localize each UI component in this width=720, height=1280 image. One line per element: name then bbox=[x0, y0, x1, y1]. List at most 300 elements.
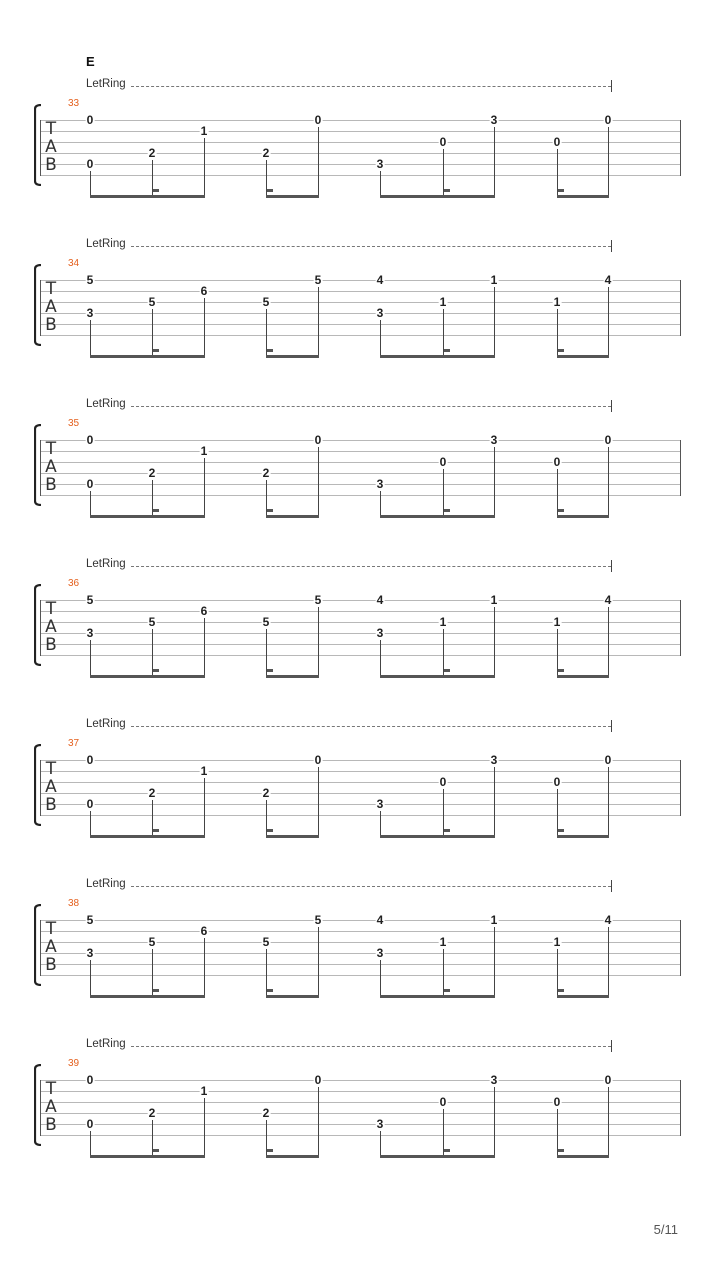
fret-number: 1 bbox=[553, 615, 561, 629]
tab-clef bbox=[44, 760, 58, 816]
let-ring-line bbox=[131, 406, 611, 407]
note-stem bbox=[608, 767, 609, 836]
rhythm-dot-mark bbox=[444, 189, 450, 192]
note-stem bbox=[380, 171, 381, 196]
fret-number: 5 bbox=[262, 935, 270, 949]
fret-number: 2 bbox=[148, 146, 156, 160]
measure-number: 36 bbox=[68, 578, 80, 589]
note-beam bbox=[380, 835, 495, 838]
staff-string-line bbox=[40, 324, 681, 325]
let-ring-end-tick bbox=[611, 1040, 612, 1052]
fret-number: 0 bbox=[439, 775, 447, 789]
barline-start bbox=[40, 1080, 41, 1136]
note-stem bbox=[204, 778, 205, 836]
staff-string-line bbox=[40, 771, 681, 772]
staff-string-line bbox=[40, 611, 681, 612]
note-beam bbox=[557, 1155, 609, 1158]
tab-clef-letter: B bbox=[45, 635, 57, 655]
let-ring-end-tick bbox=[611, 880, 612, 892]
note-stem bbox=[608, 1087, 609, 1156]
barline-start bbox=[40, 920, 41, 976]
staff-string-line bbox=[40, 1080, 681, 1081]
fret-number: 5 bbox=[262, 295, 270, 309]
tab-staff bbox=[40, 760, 681, 816]
note-stem bbox=[494, 927, 495, 996]
staff-string-line bbox=[40, 1091, 681, 1092]
fret-number: 1 bbox=[490, 913, 498, 927]
let-ring-end-tick bbox=[611, 240, 612, 252]
fret-number: 5 bbox=[314, 593, 322, 607]
let-ring-label: LetRing bbox=[86, 718, 126, 730]
note-beam bbox=[266, 355, 319, 358]
fret-number: 3 bbox=[376, 157, 384, 171]
barline-end bbox=[680, 600, 681, 656]
let-ring-end-tick bbox=[611, 560, 612, 572]
note-beam bbox=[557, 995, 609, 998]
fret-number: 0 bbox=[553, 1095, 561, 1109]
note-beam bbox=[266, 1155, 319, 1158]
note-stem bbox=[608, 287, 609, 356]
section-label: E bbox=[86, 54, 95, 69]
rhythm-dot-mark bbox=[444, 829, 450, 832]
measure-number: 33 bbox=[68, 98, 80, 109]
fret-number: 0 bbox=[86, 1073, 94, 1087]
tab-system bbox=[0, 398, 720, 558]
tab-system bbox=[0, 558, 720, 718]
fret-number: 3 bbox=[86, 306, 94, 320]
staff-string-line bbox=[40, 793, 681, 794]
fret-number: 3 bbox=[376, 477, 384, 491]
tab-clef bbox=[44, 600, 58, 656]
fret-number: 3 bbox=[86, 626, 94, 640]
fret-number: 3 bbox=[490, 753, 498, 767]
note-stem bbox=[204, 458, 205, 516]
note-stem bbox=[608, 447, 609, 516]
measure-number: 38 bbox=[68, 898, 80, 909]
let-ring-line bbox=[131, 726, 611, 727]
tab-clef-letter: B bbox=[45, 475, 57, 495]
staff-string-line bbox=[40, 131, 681, 132]
let-ring-line bbox=[131, 886, 611, 887]
tab-clef-letter: A bbox=[45, 777, 57, 797]
tab-clef-letter: B bbox=[45, 1115, 57, 1135]
rhythm-dot-mark bbox=[267, 509, 273, 512]
tab-clef-letter: T bbox=[45, 119, 57, 139]
let-ring-end-tick bbox=[611, 80, 612, 92]
fret-number: 0 bbox=[314, 753, 322, 767]
let-ring-line bbox=[131, 246, 611, 247]
fret-number: 1 bbox=[553, 935, 561, 949]
fret-number: 0 bbox=[86, 1117, 94, 1131]
note-stem bbox=[608, 607, 609, 676]
note-beam bbox=[380, 1155, 495, 1158]
staff-string-line bbox=[40, 964, 681, 965]
tab-clef-letter: B bbox=[45, 155, 57, 175]
staff-string-line bbox=[40, 291, 681, 292]
fret-number: 1 bbox=[200, 124, 208, 138]
tab-clef-letter: T bbox=[45, 919, 57, 939]
barline-start bbox=[40, 440, 41, 496]
note-stem bbox=[204, 938, 205, 996]
tab-system bbox=[0, 238, 720, 398]
staff-string-line bbox=[40, 142, 681, 143]
note-beam bbox=[266, 515, 319, 518]
tab-system bbox=[0, 878, 720, 1038]
fret-number: 4 bbox=[604, 913, 612, 927]
rhythm-dot-mark bbox=[558, 189, 564, 192]
staff-string-line bbox=[40, 644, 681, 645]
fret-number: 6 bbox=[200, 284, 208, 298]
note-stem bbox=[318, 767, 319, 836]
fret-number: 0 bbox=[86, 157, 94, 171]
fret-number: 4 bbox=[376, 913, 384, 927]
rhythm-dot-mark bbox=[558, 509, 564, 512]
fret-number: 0 bbox=[314, 433, 322, 447]
fret-number: 2 bbox=[262, 466, 270, 480]
staff-string-line bbox=[40, 1135, 681, 1136]
fret-number: 0 bbox=[604, 1073, 612, 1087]
tab-staff bbox=[40, 280, 681, 336]
fret-number: 0 bbox=[553, 135, 561, 149]
fret-number: 3 bbox=[490, 433, 498, 447]
note-stem bbox=[608, 127, 609, 196]
note-stem bbox=[494, 287, 495, 356]
rhythm-dot-mark bbox=[267, 1149, 273, 1152]
fret-number: 2 bbox=[262, 1106, 270, 1120]
staff-string-line bbox=[40, 153, 681, 154]
staff-string-line bbox=[40, 760, 681, 761]
note-stem bbox=[90, 960, 91, 996]
fret-number: 3 bbox=[376, 306, 384, 320]
note-beam bbox=[266, 195, 319, 198]
note-stem bbox=[380, 811, 381, 836]
rhythm-dot-mark bbox=[153, 989, 159, 992]
fret-number: 1 bbox=[439, 935, 447, 949]
note-stem bbox=[90, 811, 91, 836]
staff-string-line bbox=[40, 1124, 681, 1125]
rhythm-dot-mark bbox=[153, 189, 159, 192]
measure-number: 39 bbox=[68, 1058, 80, 1069]
barline-end bbox=[680, 760, 681, 816]
staff-string-line bbox=[40, 782, 681, 783]
staff-string-line bbox=[40, 495, 681, 496]
tab-staff bbox=[40, 920, 681, 976]
fret-number: 5 bbox=[86, 913, 94, 927]
note-beam bbox=[380, 515, 495, 518]
fret-number: 2 bbox=[148, 786, 156, 800]
fret-number: 4 bbox=[604, 593, 612, 607]
staff-string-line bbox=[40, 440, 681, 441]
fret-number: 5 bbox=[86, 273, 94, 287]
fret-number: 0 bbox=[553, 455, 561, 469]
tab-staff bbox=[40, 120, 681, 176]
fret-number: 5 bbox=[148, 615, 156, 629]
fret-number: 3 bbox=[490, 113, 498, 127]
let-ring-label: LetRing bbox=[86, 1038, 126, 1050]
rhythm-dot-mark bbox=[558, 1149, 564, 1152]
note-stem bbox=[318, 607, 319, 676]
staff-string-line bbox=[40, 164, 681, 165]
rhythm-dot-mark bbox=[558, 349, 564, 352]
tab-clef-letter: T bbox=[45, 759, 57, 779]
note-beam bbox=[90, 195, 205, 198]
note-beam bbox=[557, 835, 609, 838]
measure-number: 37 bbox=[68, 738, 80, 749]
fret-number: 0 bbox=[604, 433, 612, 447]
fret-number: 0 bbox=[604, 753, 612, 767]
rhythm-dot-mark bbox=[558, 829, 564, 832]
tab-clef-letter: T bbox=[45, 599, 57, 619]
note-beam bbox=[380, 675, 495, 678]
staff-string-line bbox=[40, 931, 681, 932]
rhythm-dot-mark bbox=[267, 189, 273, 192]
staff-string-line bbox=[40, 313, 681, 314]
staff-string-line bbox=[40, 484, 681, 485]
fret-number: 0 bbox=[86, 797, 94, 811]
fret-number: 0 bbox=[314, 1073, 322, 1087]
fret-number: 2 bbox=[262, 786, 270, 800]
fret-number: 5 bbox=[314, 273, 322, 287]
fret-number: 5 bbox=[86, 593, 94, 607]
fret-number: 0 bbox=[314, 113, 322, 127]
staff-string-line bbox=[40, 622, 681, 623]
let-ring-label: LetRing bbox=[86, 398, 126, 410]
tab-system bbox=[0, 1038, 720, 1198]
let-ring-line bbox=[131, 1046, 611, 1047]
staff-string-line bbox=[40, 451, 681, 452]
tab-staff bbox=[40, 600, 681, 656]
barline-end bbox=[680, 920, 681, 976]
tab-clef-letter: T bbox=[45, 439, 57, 459]
note-beam bbox=[380, 355, 495, 358]
let-ring-label: LetRing bbox=[86, 78, 126, 90]
fret-number: 3 bbox=[376, 1117, 384, 1131]
fret-number: 0 bbox=[86, 477, 94, 491]
tab-clef-letter: A bbox=[45, 297, 57, 317]
staff-string-line bbox=[40, 335, 681, 336]
rhythm-dot-mark bbox=[153, 349, 159, 352]
let-ring-label: LetRing bbox=[86, 878, 126, 890]
rhythm-dot-mark bbox=[558, 669, 564, 672]
tab-clef bbox=[44, 120, 58, 176]
note-stem bbox=[90, 640, 91, 676]
barline-end bbox=[680, 120, 681, 176]
fret-number: 0 bbox=[86, 113, 94, 127]
rhythm-dot-mark bbox=[153, 1149, 159, 1152]
note-stem bbox=[380, 491, 381, 516]
note-beam bbox=[90, 835, 205, 838]
staff-string-line bbox=[40, 975, 681, 976]
let-ring-end-tick bbox=[611, 400, 612, 412]
fret-number: 2 bbox=[148, 1106, 156, 1120]
rhythm-dot-mark bbox=[444, 989, 450, 992]
note-stem bbox=[318, 127, 319, 196]
let-ring-end-tick bbox=[611, 720, 612, 732]
let-ring-label: LetRing bbox=[86, 238, 126, 250]
measure-number: 34 bbox=[68, 258, 80, 269]
note-stem bbox=[204, 618, 205, 676]
note-stem bbox=[204, 138, 205, 196]
fret-number: 4 bbox=[376, 593, 384, 607]
fret-number: 6 bbox=[200, 924, 208, 938]
fret-number: 5 bbox=[148, 295, 156, 309]
fret-number: 1 bbox=[200, 1084, 208, 1098]
fret-number: 1 bbox=[553, 295, 561, 309]
fret-number: 3 bbox=[376, 946, 384, 960]
rhythm-dot-mark bbox=[153, 509, 159, 512]
note-beam bbox=[266, 675, 319, 678]
rhythm-dot-mark bbox=[558, 989, 564, 992]
note-beam bbox=[90, 995, 205, 998]
page-number: 5/11 bbox=[653, 1222, 678, 1237]
let-ring-line bbox=[131, 86, 611, 87]
tab-clef-letter: A bbox=[45, 937, 57, 957]
note-stem bbox=[318, 287, 319, 356]
staff-string-line bbox=[40, 655, 681, 656]
staff-string-line bbox=[40, 462, 681, 463]
rhythm-dot-mark bbox=[267, 349, 273, 352]
tab-clef-letter: T bbox=[45, 1079, 57, 1099]
fret-number: 0 bbox=[439, 1095, 447, 1109]
barline-start bbox=[40, 120, 41, 176]
tab-system bbox=[0, 78, 720, 238]
note-stem bbox=[380, 320, 381, 356]
barline-end bbox=[680, 440, 681, 496]
note-beam bbox=[90, 1155, 205, 1158]
note-beam bbox=[90, 515, 205, 518]
fret-number: 1 bbox=[490, 593, 498, 607]
tab-clef-letter: A bbox=[45, 457, 57, 477]
staff-string-line bbox=[40, 120, 681, 121]
rhythm-dot-mark bbox=[444, 669, 450, 672]
note-stem bbox=[90, 491, 91, 516]
rhythm-dot-mark bbox=[444, 349, 450, 352]
note-stem bbox=[608, 927, 609, 996]
rhythm-dot-mark bbox=[267, 669, 273, 672]
staff-string-line bbox=[40, 1113, 681, 1114]
tab-staff bbox=[40, 440, 681, 496]
note-stem bbox=[380, 640, 381, 676]
note-stem bbox=[318, 1087, 319, 1156]
barline-start bbox=[40, 600, 41, 656]
rhythm-dot-mark bbox=[444, 1149, 450, 1152]
tab-clef-letter: B bbox=[45, 795, 57, 815]
fret-number: 0 bbox=[604, 113, 612, 127]
staff-string-line bbox=[40, 302, 681, 303]
note-beam bbox=[557, 675, 609, 678]
fret-number: 6 bbox=[200, 604, 208, 618]
staff-string-line bbox=[40, 920, 681, 921]
staff-string-line bbox=[40, 942, 681, 943]
staff-string-line bbox=[40, 815, 681, 816]
note-stem bbox=[90, 1131, 91, 1156]
tab-clef-letter: B bbox=[45, 955, 57, 975]
staff-string-line bbox=[40, 600, 681, 601]
note-stem bbox=[494, 1087, 495, 1156]
tab-clef-letter: T bbox=[45, 279, 57, 299]
barline-end bbox=[680, 1080, 681, 1136]
fret-number: 3 bbox=[86, 946, 94, 960]
note-beam bbox=[266, 835, 319, 838]
tab-clef bbox=[44, 280, 58, 336]
fret-number: 1 bbox=[200, 444, 208, 458]
tab-clef bbox=[44, 1080, 58, 1136]
fret-number: 0 bbox=[553, 775, 561, 789]
note-stem bbox=[204, 298, 205, 356]
fret-number: 2 bbox=[262, 146, 270, 160]
fret-number: 4 bbox=[376, 273, 384, 287]
note-beam bbox=[557, 355, 609, 358]
fret-number: 3 bbox=[376, 626, 384, 640]
note-beam bbox=[90, 355, 205, 358]
note-stem bbox=[380, 1131, 381, 1156]
fret-number: 5 bbox=[148, 935, 156, 949]
note-stem bbox=[318, 447, 319, 516]
fret-number: 5 bbox=[314, 913, 322, 927]
note-beam bbox=[557, 515, 609, 518]
note-beam bbox=[266, 995, 319, 998]
fret-number: 1 bbox=[439, 295, 447, 309]
rhythm-dot-mark bbox=[153, 829, 159, 832]
barline-end bbox=[680, 280, 681, 336]
note-stem bbox=[90, 320, 91, 356]
note-stem bbox=[494, 607, 495, 676]
fret-number: 2 bbox=[148, 466, 156, 480]
fret-number: 1 bbox=[490, 273, 498, 287]
tab-clef-letter: A bbox=[45, 617, 57, 637]
fret-number: 3 bbox=[376, 797, 384, 811]
measure-number: 35 bbox=[68, 418, 80, 429]
staff-string-line bbox=[40, 175, 681, 176]
let-ring-line bbox=[131, 566, 611, 567]
rhythm-dot-mark bbox=[267, 989, 273, 992]
barline-start bbox=[40, 280, 41, 336]
note-stem bbox=[494, 767, 495, 836]
fret-number: 5 bbox=[262, 615, 270, 629]
staff-string-line bbox=[40, 280, 681, 281]
tab-clef-letter: A bbox=[45, 1097, 57, 1117]
note-beam bbox=[380, 995, 495, 998]
note-stem bbox=[494, 127, 495, 196]
staff-string-line bbox=[40, 953, 681, 954]
tab-clef-letter: A bbox=[45, 137, 57, 157]
note-stem bbox=[204, 1098, 205, 1156]
rhythm-dot-mark bbox=[267, 829, 273, 832]
note-stem bbox=[318, 927, 319, 996]
staff-string-line bbox=[40, 804, 681, 805]
barline-start bbox=[40, 760, 41, 816]
fret-number: 0 bbox=[86, 433, 94, 447]
fret-number: 0 bbox=[439, 135, 447, 149]
note-beam bbox=[557, 195, 609, 198]
note-stem bbox=[494, 447, 495, 516]
staff-string-line bbox=[40, 1102, 681, 1103]
note-beam bbox=[380, 195, 495, 198]
fret-number: 1 bbox=[439, 615, 447, 629]
staff-string-line bbox=[40, 633, 681, 634]
tab-clef-letter: B bbox=[45, 315, 57, 335]
tab-clef bbox=[44, 920, 58, 976]
tab-clef bbox=[44, 440, 58, 496]
fret-number: 4 bbox=[604, 273, 612, 287]
rhythm-dot-mark bbox=[444, 509, 450, 512]
fret-number: 0 bbox=[439, 455, 447, 469]
fret-number: 0 bbox=[86, 753, 94, 767]
fret-number: 3 bbox=[490, 1073, 498, 1087]
note-stem bbox=[90, 171, 91, 196]
rhythm-dot-mark bbox=[153, 669, 159, 672]
fret-number: 1 bbox=[200, 764, 208, 778]
